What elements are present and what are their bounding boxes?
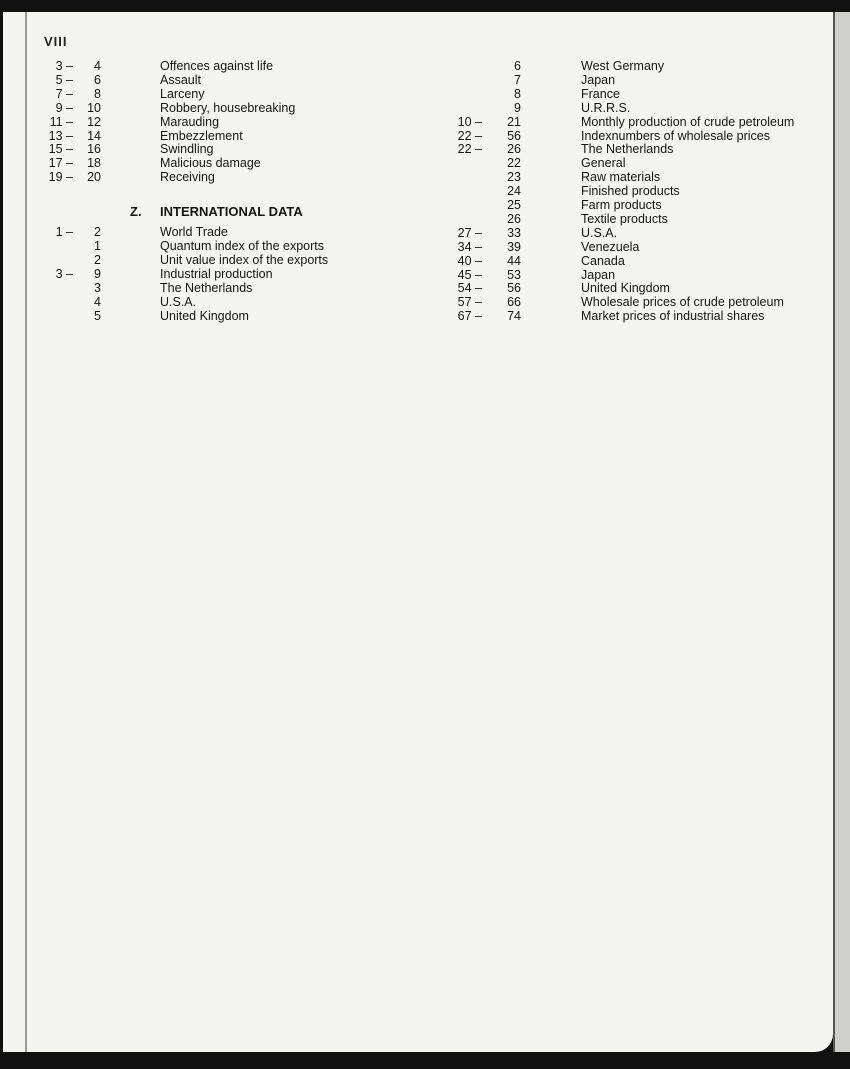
page-range-end: 6	[514, 59, 521, 73]
index-entry	[0, 170, 850, 184]
index-entry	[0, 226, 850, 240]
page-range-start: 17 –	[48, 156, 73, 171]
index-entry	[0, 254, 850, 268]
entry-title: West Germany	[581, 59, 665, 73]
index-entry	[0, 212, 850, 226]
page-range-end: 21	[507, 114, 521, 129]
entry-title: Market prices of industrial shares	[581, 309, 765, 324]
page-range-end: 56	[507, 281, 521, 296]
page-range-end: 4	[94, 295, 101, 309]
page-range-start: 34 –	[457, 239, 482, 254]
page-range-end: 26	[507, 211, 521, 226]
entry-title: Farm products	[581, 198, 662, 212]
entry-title: Unit value index of the exports	[160, 253, 329, 267]
entry-title: Malicious damage	[160, 156, 261, 171]
entry-title: Quantum index of the exports	[160, 239, 324, 253]
page-range-end: 44	[507, 253, 521, 268]
page-range-start: 45 –	[457, 267, 482, 282]
entry-title: Larceny	[160, 86, 205, 101]
entry-title: France	[581, 86, 620, 101]
entry-title: Indexnumbers of wholesale prices	[581, 128, 770, 143]
page-range-start: 15 –	[48, 142, 73, 157]
page-range-end: 24	[507, 184, 521, 199]
page-range-start: 57 –	[457, 295, 482, 310]
entry-title: U.R.R.S.	[581, 100, 631, 115]
page-range-start: 1 –	[55, 225, 73, 239]
entry-title: The Netherlands	[160, 281, 253, 295]
page-range-end: 25	[507, 198, 521, 212]
index-entry	[0, 129, 850, 143]
page-range-end: 7	[514, 72, 521, 87]
entry-title: Assault	[160, 72, 201, 87]
page-range-end: 66	[507, 295, 521, 310]
index-entry	[0, 268, 850, 282]
index-entry	[0, 198, 850, 212]
index-entry	[0, 156, 850, 170]
index-entry	[0, 101, 850, 115]
page-range-start: 7 –	[55, 86, 73, 101]
entry-title: World Trade	[160, 225, 228, 239]
entry-title: Offences against life	[160, 59, 274, 73]
index-entry	[0, 281, 850, 295]
index-entry	[0, 59, 850, 73]
page-range-end: 2	[94, 225, 101, 239]
page-range-start: 5 –	[55, 72, 73, 87]
page-range-start: 54 –	[457, 281, 482, 296]
page-range-start: 22 –	[457, 128, 482, 143]
index-entry	[0, 142, 850, 156]
entry-title: United Kingdom	[581, 281, 670, 296]
entry-title: U.S.A.	[581, 225, 618, 240]
page-range-end: 1	[94, 239, 101, 253]
entry-title: Raw materials	[581, 170, 661, 185]
page-range-end: 10	[87, 100, 101, 115]
entry-title: United Kingdom	[160, 309, 249, 323]
page-range-start: 19 –	[48, 170, 73, 185]
entry-title: Japan	[581, 72, 616, 87]
entry-title: Textile products	[581, 211, 668, 226]
section-letter: Z.	[130, 204, 142, 219]
entry-title: General	[581, 156, 626, 171]
entry-title: Robbery, housebreaking	[160, 100, 296, 115]
page-range-start: 13 –	[48, 128, 73, 143]
entry-title: Canada	[581, 253, 625, 268]
page-range-end: 8	[514, 86, 521, 101]
page-range-start: 40 –	[457, 253, 482, 268]
page-range-end: 39	[507, 239, 521, 254]
page-range-end: 16	[87, 142, 101, 157]
page-range-end: 9	[514, 100, 521, 115]
page-range-end: 3	[94, 281, 101, 295]
page-range-start: 9 –	[55, 100, 73, 115]
page-range-end: 12	[87, 114, 101, 129]
page-range-start: 22 –	[457, 142, 482, 157]
entry-title: The Netherlands	[581, 142, 674, 157]
page-range-end: 5	[94, 309, 101, 323]
page-range-end: 56	[507, 128, 521, 143]
index-entry	[0, 184, 850, 198]
page-range-end: 2	[94, 253, 101, 267]
page-range-end: 53	[507, 267, 521, 282]
page-range-end: 22	[507, 156, 521, 171]
entry-title: Receiving	[160, 170, 215, 185]
page-range-end: 20	[87, 170, 101, 185]
entry-title: U.S.A.	[160, 295, 197, 309]
entry-title: Monthly production of crude petroleum	[581, 114, 795, 129]
entry-title: Swindling	[160, 142, 214, 157]
entry-title: Wholesale prices of crude petroleum	[581, 295, 784, 310]
entry-title: Embezzlement	[160, 128, 243, 143]
entry-title: Marauding	[160, 114, 220, 129]
index-entry	[0, 87, 850, 101]
index-entry	[0, 115, 850, 129]
page-range-start: 3 –	[55, 267, 73, 281]
page-range-end: 23	[507, 170, 521, 185]
page-range-end: 4	[94, 59, 101, 73]
page-range-start: 27 –	[457, 225, 482, 240]
index-entry	[0, 73, 850, 87]
entry-title: Finished products	[581, 184, 680, 199]
entry-title: Japan	[581, 267, 616, 282]
entry-title: Industrial production	[160, 267, 273, 281]
page-range-end: 6	[94, 72, 101, 87]
page-range-start: 3 –	[55, 59, 73, 73]
page-range-start: 10 –	[457, 114, 482, 129]
index-entry	[0, 309, 850, 323]
page-range-end: 9	[94, 267, 101, 281]
page-range-end: 26	[507, 142, 521, 157]
entry-title: Venezuela	[581, 239, 640, 254]
page-range-start: 67 –	[457, 309, 482, 324]
page-range-end: 74	[507, 309, 521, 324]
page-range-end: 14	[87, 128, 101, 143]
index-entry	[0, 295, 850, 309]
page-number: VIII	[44, 34, 68, 49]
page-range-end: 8	[94, 86, 101, 101]
page-range-end: 18	[87, 156, 101, 171]
index-entry	[0, 240, 850, 254]
section-title: INTERNATIONAL DATA	[160, 204, 303, 219]
page-range-end: 33	[507, 225, 521, 240]
page-range-start: 11 –	[49, 114, 73, 129]
